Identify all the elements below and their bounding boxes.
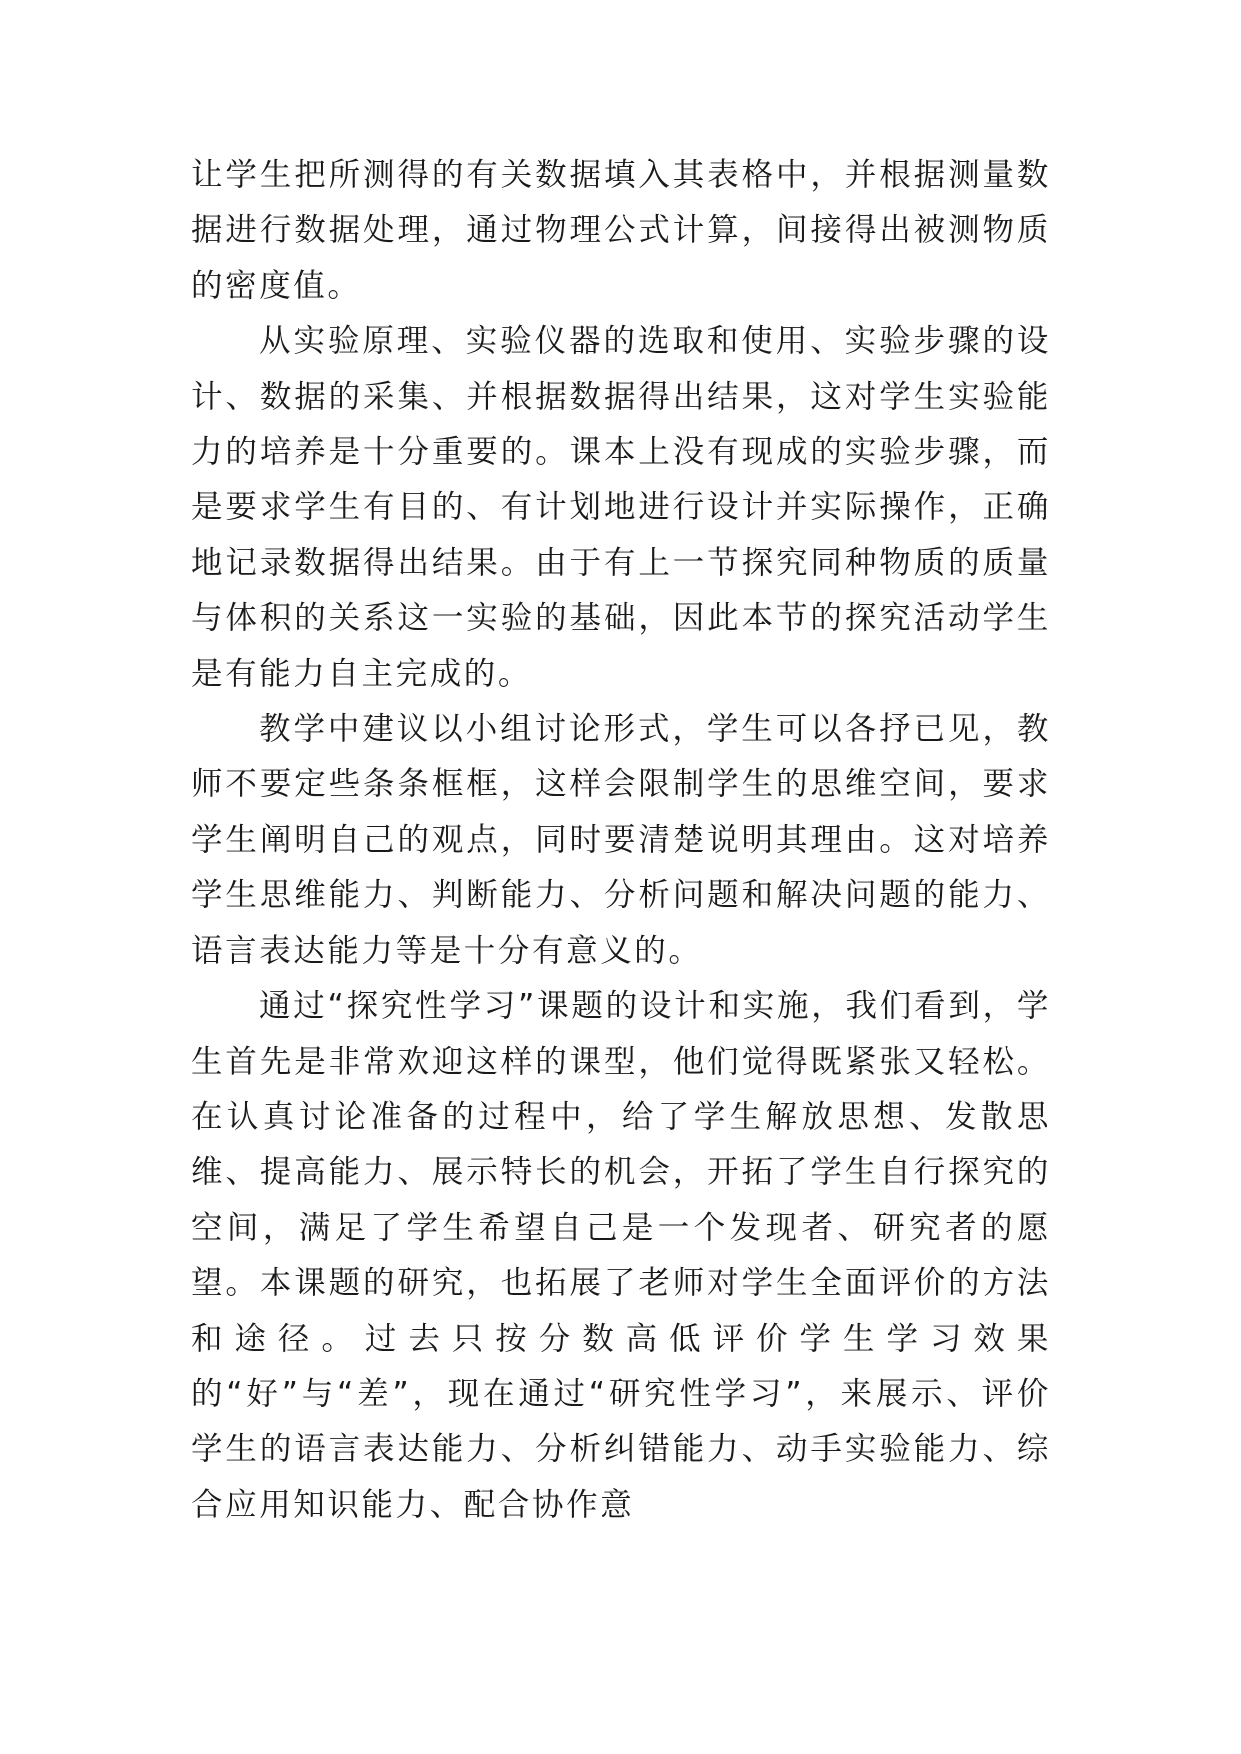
document-body xyxy=(191,148,1051,1533)
paragraph-2: 从实验原理、实验仪器的选取和使用、实验步骤的设计、数据的采集、并根据数据得出结果，这对学生实验能力的培养是十分重要的。课本上没有现成的实验步骤，而是要求学生有目的、有计划地进行设计并实际操作，正确地记录数据得出结果。由于有上一节探究同种物质的质量与体积的关系这一实验的基础，因此本节的探究活动学生是有能力自主完成的。 xyxy=(191,323,1051,692)
paragraph-1: 让学生把所测得的有关数据填入其表格中，并根据测量数据进行数据处理，通过物理公式计算，间接得出被测物质的密度值。 xyxy=(191,157,1051,304)
paragraph-3: 教学中建议以小组讨论形式，学生可以各抒已见，教师不要定些条条框框，这样会限制学生的思维空间，要求学生阐明自己的观点，同时要清楚说明其理由。这对培养学生思维能力、判断能力、分析问题和解决问题的能力、语言表达能力等是十分有意义的。 xyxy=(191,711,1051,969)
paragraph-4: 通过“探究性学习”课题的设计和实施，我们看到，学生首先是非常欢迎这样的课型，他们觉得既紧张又轻松。在认真讨论准备的过程中，给了学生解放思想、发散思维、提高能力、展示特长的机会，开拓了学生自行探究的空间，满足了学生希望自己是一个发现者、研究者的愿望。本课题的研究，也拓展了老师对学生全面评价的方法和途径。过去只按分数高低评价学生学习效果的“好”与“差”，现在通过“研究性学习”，来展示、评价学生的语言表达能力、分析纠错能力、动手实验能力、综合应用知识能力、配合协作意 xyxy=(191,988,1051,1523)
